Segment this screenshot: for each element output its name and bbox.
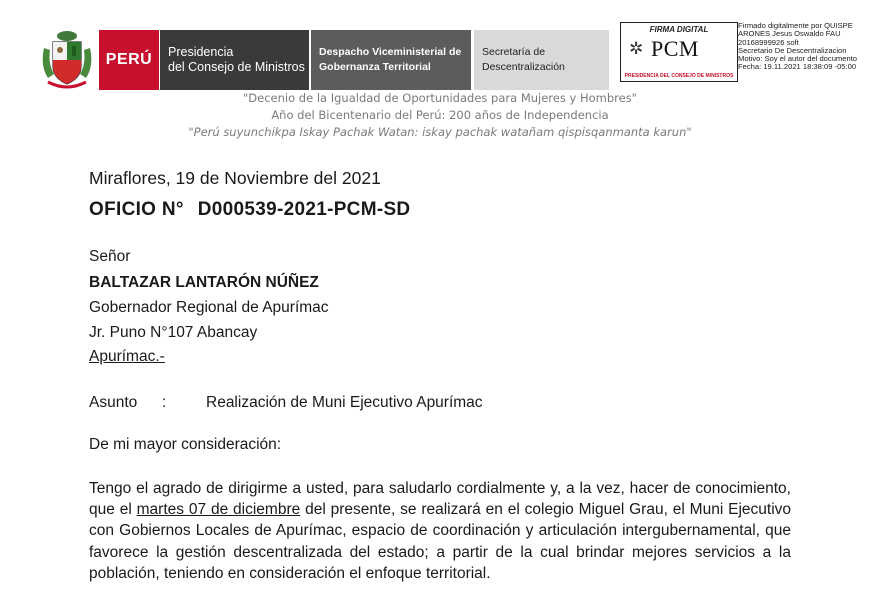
letterhead — [0, 0, 880, 96]
signature-detail-line: Secretario De Descentralizacion — [738, 45, 847, 55]
digital-signature-badge — [620, 22, 738, 82]
subject-colon: : — [162, 394, 167, 411]
signature-badge-logo: PCM — [651, 36, 699, 61]
letter-date: Miraflores, 19 de Noviembre del 2021 — [89, 168, 381, 188]
institution-line-2: del Consejo de Ministros — [168, 60, 305, 74]
quechua-motto: "Perú suyunchikpa Iskay Pachak Watan: iskay pachak watañam qispisqanmanta karun" — [188, 125, 692, 139]
signature-badge-title: FIRMA DIGITAL — [649, 25, 709, 34]
signature-detail-line: Fecha: 19.11.2021 18:38:09 -05:00 — [738, 62, 857, 72]
recipient-address: Jr. Puno N°107 Abancay — [89, 324, 258, 341]
recipient-name: BALTAZAR LANTARÓN NÚÑEZ — [89, 274, 319, 291]
recipient-salutation: Señor — [89, 248, 131, 265]
subject-text: Realización de Muni Ejecutivo Apurímac — [206, 394, 483, 411]
recipient-title: Gobernador Regional de Apurímac — [89, 299, 329, 316]
secretariat-line-2: Descentralización — [482, 61, 565, 73]
body-text-start: Tengo el agrado de dirigirme a usted, para saludarlo cordialmente y, a la vez, hacer de conocimiento, que el — [89, 480, 791, 519]
vice-ministry-box — [311, 30, 471, 90]
oficio-number: D000539-2021-PCM-SD — [197, 199, 411, 220]
signature-detail-line: 20168999926 soft — [738, 37, 799, 47]
body-text-end: del presente, se realizará en el colegio Miguel Grau, el Muni Ejecutivo con Gobiernos Locales de Apurímac, espacio de coordinación y articulación intergubernamental, que favorece la gestión descentralizada del estado; a partir de la cual brindar mejores servicios a la población, teniendo en consideración el enfoque territorial. — [89, 501, 792, 582]
oficio-heading — [89, 199, 410, 221]
body-paragraph — [89, 478, 791, 584]
oficio-label: OFICIO N° — [89, 199, 184, 220]
subject-line — [89, 394, 483, 412]
decade-motto: "Decenio de la Igualdad de Oportunidades para Mujeres y Hombres" — [243, 91, 637, 105]
peru-logo: PERÚ — [99, 30, 159, 90]
greeting: De mi mayor consideración: — [89, 436, 282, 453]
pcm-institution-box — [160, 30, 309, 90]
coat-of-arms-icon — [38, 26, 96, 90]
vice-ministry-line-2: Gobernanza Territorial — [319, 61, 431, 73]
secretariat-box — [474, 30, 609, 90]
secretariat-line-1: Secretaría de — [482, 46, 546, 58]
institution-line-1: Presidencia — [168, 45, 234, 59]
signature-badge-subtitle: PRESIDENCIA DEL CONSEJO DE MINISTROS — [624, 73, 734, 79]
signature-detail-line: Firmado digitalmente por QUISPE — [738, 21, 853, 30]
pcm-star-icon: ✲ — [629, 39, 644, 58]
subject-label: Asunto — [89, 394, 138, 411]
signature-detail-line: ARONES Jesus Oswaldo FAU — [738, 29, 841, 39]
signature-detail-line: Motivo: Soy el autor del documento — [738, 54, 858, 64]
recipient-city: Apurímac.- — [89, 348, 165, 365]
signature-details — [738, 22, 878, 72]
vice-ministry-line-1: Despacho Viceministerial de — [319, 46, 462, 58]
year-motto: Año del Bicentenario del Perú: 200 años de Independencia — [271, 108, 609, 122]
event-date: martes 07 de diciembre — [136, 501, 301, 519]
